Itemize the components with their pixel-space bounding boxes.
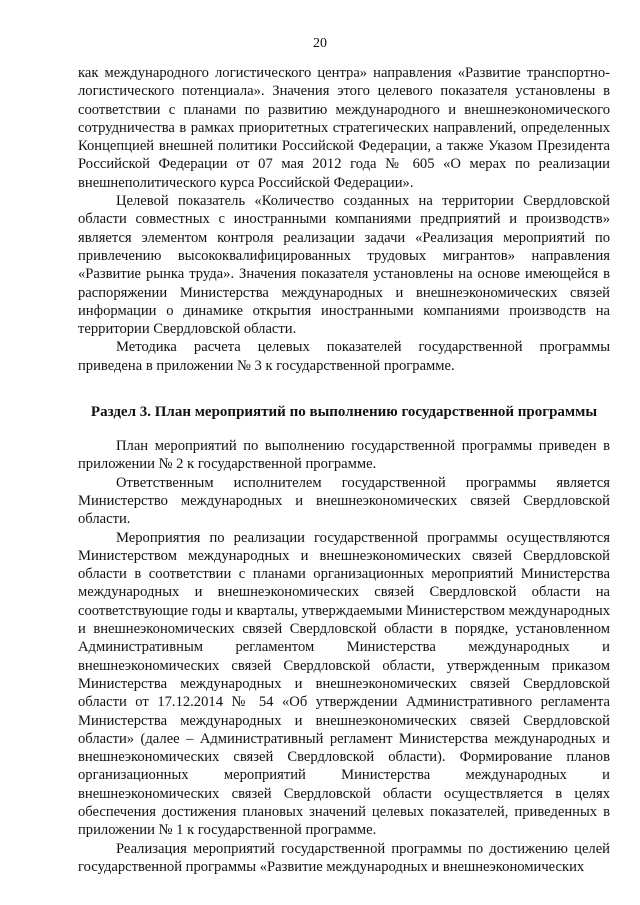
paragraph: Реализация мероприятий государственной программы по достижению целей государственной программы «Развитие международных и внешнеэкономических (78, 840, 610, 875)
paragraph: План мероприятий по выполнению государственной программы приведен в приложении № 2 к государственной программе. (78, 438, 610, 473)
paragraph: Методика расчета целевых показателей государственной программы приведена в приложении № 3 к государственной программе. (78, 339, 610, 374)
document-body (78, 64, 610, 876)
paragraph: Целевой показатель «Количество созданных на территории Свердловской области совместных с иностранными компаниями предприятий и производств» является элементом контроля реализации задачи «Реализация мероприятий по привлечению высококвалифицированных трудовых мигрантов» направления «Развитие рынка труда». Значения показателя установлены на основе имеющейся в распоряжении Министерства международных и внешнеэкономических связей информации о динамике открытия иностранными компаниями производств на территории Свердловской области. (78, 193, 610, 338)
paragraph: как международного логистического центра» направления «Развитие транспортно-логистического потенциала». Значения этого целевого показателя установлены в соответствии с планами по развитию международного и внешнеэкономического сотрудничества в рамках приоритетных стратегических направлений, определенных Концепцией внешней политики Российской Федерации, а также Указом Президента Российской Федерации от 07 мая 2012 года № 605 «О мерах по реализации внешнеполитического курса Российской Федерации». (78, 65, 610, 191)
paragraph: Мероприятия по реализации государственной программы осуществляются Министерством международных и внешнеэкономических связей Свердловской области в соответствии с планами организационных мероприятий Министерства международных и внешнеэкономических связей Свердловской области на соответствующие годы и кварталы, утверждаемыми Министерством международных и внешнеэкономических связей Свердловской области в порядке, установленном Административным регламентом Министерства международных и внешнеэкономических связей Свердловской области, утвержденным приказом Министерства международных и внешнеэкономических связей Свердловской области от 17.12.2014 № 54 «Об утверждении Административного регламента Министерства международных и внешнеэкономических связей Свердловской области» (далее – Административный регламент Министерства международных и внешнеэкономических связей Свердловской области). Формирование планов организационных мероприятий Министерства международных и внешнеэкономических связей Свердловской области осуществляется в целях обеспечения достижения плановых значений целевых показателей, приведенных в приложении № 1 к государственной программе. (78, 529, 610, 839)
section-heading: Раздел 3. План мероприятий по выполнению государственной программы (90, 404, 598, 421)
paragraph: Ответственным исполнителем государственной программы является Министерство международных и внешнеэкономических связей Свердловской области. (78, 474, 610, 528)
page-number: 20 (313, 36, 327, 51)
